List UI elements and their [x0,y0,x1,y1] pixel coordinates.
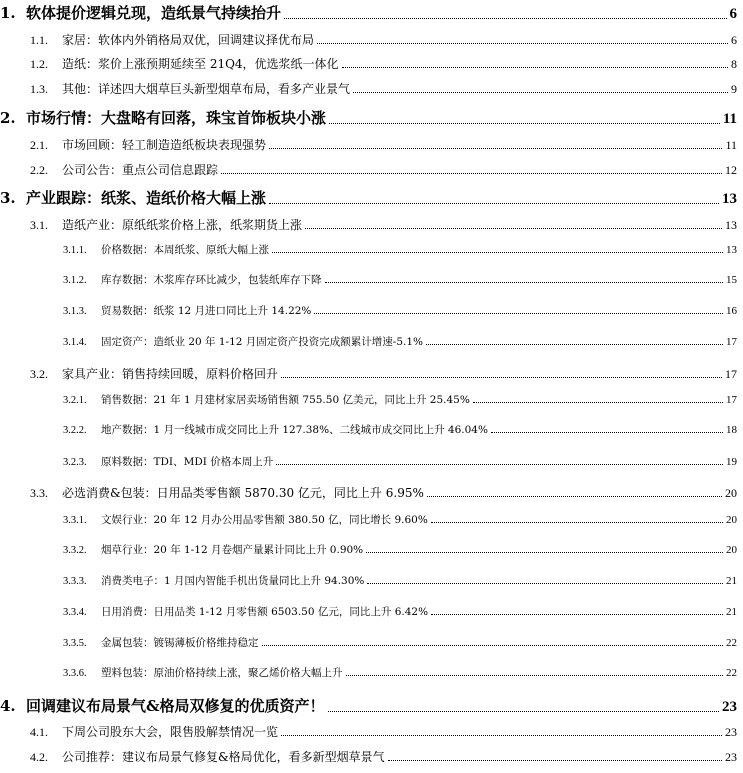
toc-entry-3-1-3[interactable] [63,303,737,318]
toc-page: 23 [725,750,737,764]
toc-number: 3.2.2. [63,425,87,436]
toc-page: 13 [726,244,737,256]
toc-title: 金属包装：镀锡薄板价格维持稳定 [101,637,259,649]
toc-number: 3.3.3. [63,576,87,587]
toc-entry-2-2[interactable] [30,161,737,178]
toc-number: 1.1. [30,33,48,47]
toc-number: 2.2. [30,163,48,177]
toc-title: 回调建议布局景气&格局双修复的优质资产！ [26,697,325,715]
dot-leader [269,203,719,204]
toc-number: 3.3.2. [63,545,87,556]
toc-title: 烟草行业：20 年 1-12 月卷烟产量累计同比上升 0.90% [101,544,364,556]
toc-page: 20 [726,544,737,556]
toc-number: 3.2. [30,367,48,381]
toc-page: 11 [725,138,737,152]
toc-entry-3-1-2[interactable] [63,272,737,287]
dot-leader [272,252,723,253]
toc-title: 价格数据：本周纸浆、原纸大幅上涨 [101,244,269,256]
toc-page: 17 [726,336,737,348]
dot-leader [262,645,724,646]
toc-page: 20 [725,486,737,500]
toc-number: 1. [0,4,16,22]
toc-title: 造纸：浆价上涨预期延续至 21Q4，优选浆纸一体化 [62,57,339,71]
toc-entry-1[interactable] [0,2,737,23]
toc-number: 3. [0,189,16,207]
toc-page: 17 [726,394,737,406]
toc-entry-3-3-2[interactable] [63,542,737,557]
toc-page: 9 [731,82,737,96]
toc-entry-3-1-1[interactable] [63,242,737,257]
toc-entry-3-3-4[interactable] [63,604,737,619]
dot-leader [367,583,723,584]
toc-title: 家具产业：销售持续回暖，原料价格回升 [62,367,279,381]
toc-entry-4[interactable] [0,695,737,716]
toc-title: 必选消费&包装：日用品类零售额 5870.30 亿元，同比上升 6.95% [62,486,424,500]
dot-leader [305,228,722,229]
toc-page: 20 [726,514,737,526]
toc-entry-1-2[interactable] [30,55,737,72]
dot-leader [491,432,723,433]
dot-leader [269,148,722,149]
toc-entry-3-3-1[interactable] [63,512,737,527]
toc-title: 原料数据：TDI、MDI 价格本周上升 [101,456,274,468]
toc-title: 贸易数据：纸浆 12 月进口同比上升 14.22% [101,305,312,317]
toc-page: 21 [726,606,737,618]
toc-entry-3-3-3[interactable] [63,573,737,588]
dot-leader [284,18,726,19]
toc-page: 8 [731,57,737,71]
toc-number: 4.2. [30,750,48,764]
toc-number: 3.3.1. [63,515,87,526]
toc-number: 3.3.5. [63,638,87,649]
toc-title: 地产数据：1 月一线城市成交同比上升 127.38%、二线城市成交同比上升 46.04% [101,424,488,436]
toc-entry-4-1[interactable] [30,723,737,740]
toc-title: 市场行情：大盘略有回落，珠宝首饰板块小涨 [26,109,327,127]
toc-number: 1.2. [30,57,48,71]
toc-page: 16 [726,305,737,317]
toc-number: 4. [0,697,16,715]
dot-leader [342,67,728,68]
dot-leader [431,522,723,523]
toc-page: 23 [725,725,737,739]
toc-page: 19 [726,456,737,468]
toc-number: 3.1. [30,218,48,232]
toc-page: 18 [726,424,737,436]
dot-leader [346,675,724,676]
toc-entry-1-1[interactable] [30,31,737,48]
toc-title: 消费类电子：1 月国内智能手机出货量同比上升 94.30% [101,575,365,587]
toc-entry-3-3[interactable] [30,484,737,501]
toc-number: 3.1.4. [63,337,87,348]
dot-leader [366,552,723,553]
toc-number: 3.3.6. [63,668,87,679]
toc-entry-2[interactable] [0,107,737,128]
toc-title: 产业跟踪：纸浆、造纸价格大幅上涨 [26,189,267,207]
dot-leader [221,173,722,174]
dot-leader [329,123,720,124]
toc-title: 固定资产：造纸业 20 年 1-12 月固定资产投资完成额累计增速-5.1% [101,336,424,348]
toc-entry-3[interactable] [0,187,737,208]
toc-title: 软体提价逻辑兑现，造纸景气持续抬升 [26,4,282,22]
toc-page: 21 [726,575,737,587]
toc-entry-3-2-3[interactable] [63,454,737,469]
toc-entry-2-1[interactable] [30,136,737,153]
dot-leader [317,43,728,44]
dot-leader [328,711,719,712]
dot-leader [431,614,723,615]
toc-page: 11 [722,111,737,127]
toc-page: 6 [731,33,737,47]
toc-title: 下周公司股东大会，限售股解禁情况一览 [62,725,279,739]
toc-entry-3-2[interactable] [30,365,737,382]
toc-page: 13 [722,191,737,207]
toc-number: 3.2.3. [63,457,87,468]
toc-entry-3-2-2[interactable] [63,422,737,437]
dot-leader [427,496,722,497]
toc-title: 公司公告：重点公司信息跟踪 [62,163,219,177]
toc-title: 公司推荐：建议布局景气修复&格局优化，看多新型烟草景气 [62,750,385,764]
toc-title: 塑料包装：原油价格持续上涨，聚乙烯价格大幅上升 [101,667,343,679]
toc-page: 23 [722,699,737,715]
toc-entry-3-1[interactable] [30,216,737,233]
toc-title: 市场回顾：轻工制造造纸板块表现强势 [62,138,267,152]
toc-title: 日用消费：日用品类 1-12 月零售额 6503.50 亿元，同比上升 6.42% [101,606,429,618]
toc-title: 文娱行业：20 年 12 月办公用品零售额 380.50 亿，同比增长 9.60% [101,514,428,526]
toc-entry-1-3[interactable] [30,80,737,97]
dot-leader [314,313,723,314]
toc-page: 17 [725,367,737,381]
toc-title: 其他：详述四大烟草巨头新型烟草布局，看多产业景气 [62,82,351,96]
dot-leader [281,735,722,736]
toc-number: 3.1.1. [63,245,87,256]
toc-number: 1.3. [30,82,48,96]
toc-entry-3-3-5[interactable] [63,635,737,650]
toc-number: 3.3.4. [63,607,87,618]
toc-page: 22 [726,667,737,679]
toc-entry-3-1-4[interactable] [63,334,737,349]
toc-page: 12 [725,163,737,177]
toc-page: 15 [726,274,737,286]
toc-page: 22 [726,637,737,649]
toc-number: 3.1.2. [63,275,87,286]
toc-number: 2. [0,109,16,127]
toc-number: 2.1. [30,138,48,152]
toc-title: 库存数据：木浆库存环比减少，包装纸库存下降 [101,274,322,286]
dot-leader [426,344,723,345]
toc-page: 6 [729,6,737,22]
toc-number: 3.2.1. [63,395,87,406]
dot-leader [473,402,723,403]
toc-number: 4.1. [30,725,48,739]
toc-title: 造纸产业：原纸纸浆价格上涨，纸浆期货上涨 [62,218,303,232]
toc-page: 13 [725,218,737,232]
toc-entry-3-3-6[interactable] [63,665,737,680]
toc-number: 3.1.3. [63,306,87,317]
dot-leader [325,282,724,283]
dot-leader [281,377,722,378]
toc-number: 3.3. [30,486,48,500]
dot-leader [388,760,722,761]
dot-leader [276,464,723,465]
toc-title: 家居：软体内外销格局双优，回调建议择优布局 [62,33,315,47]
toc-title: 销售数据：21 年 1 月建材家居卖场销售额 755.50 亿美元，同比上升 25.45% [101,394,470,406]
dot-leader [353,92,728,93]
toc-entry-4-2[interactable] [30,748,737,765]
toc-entry-3-2-1[interactable] [63,392,737,407]
